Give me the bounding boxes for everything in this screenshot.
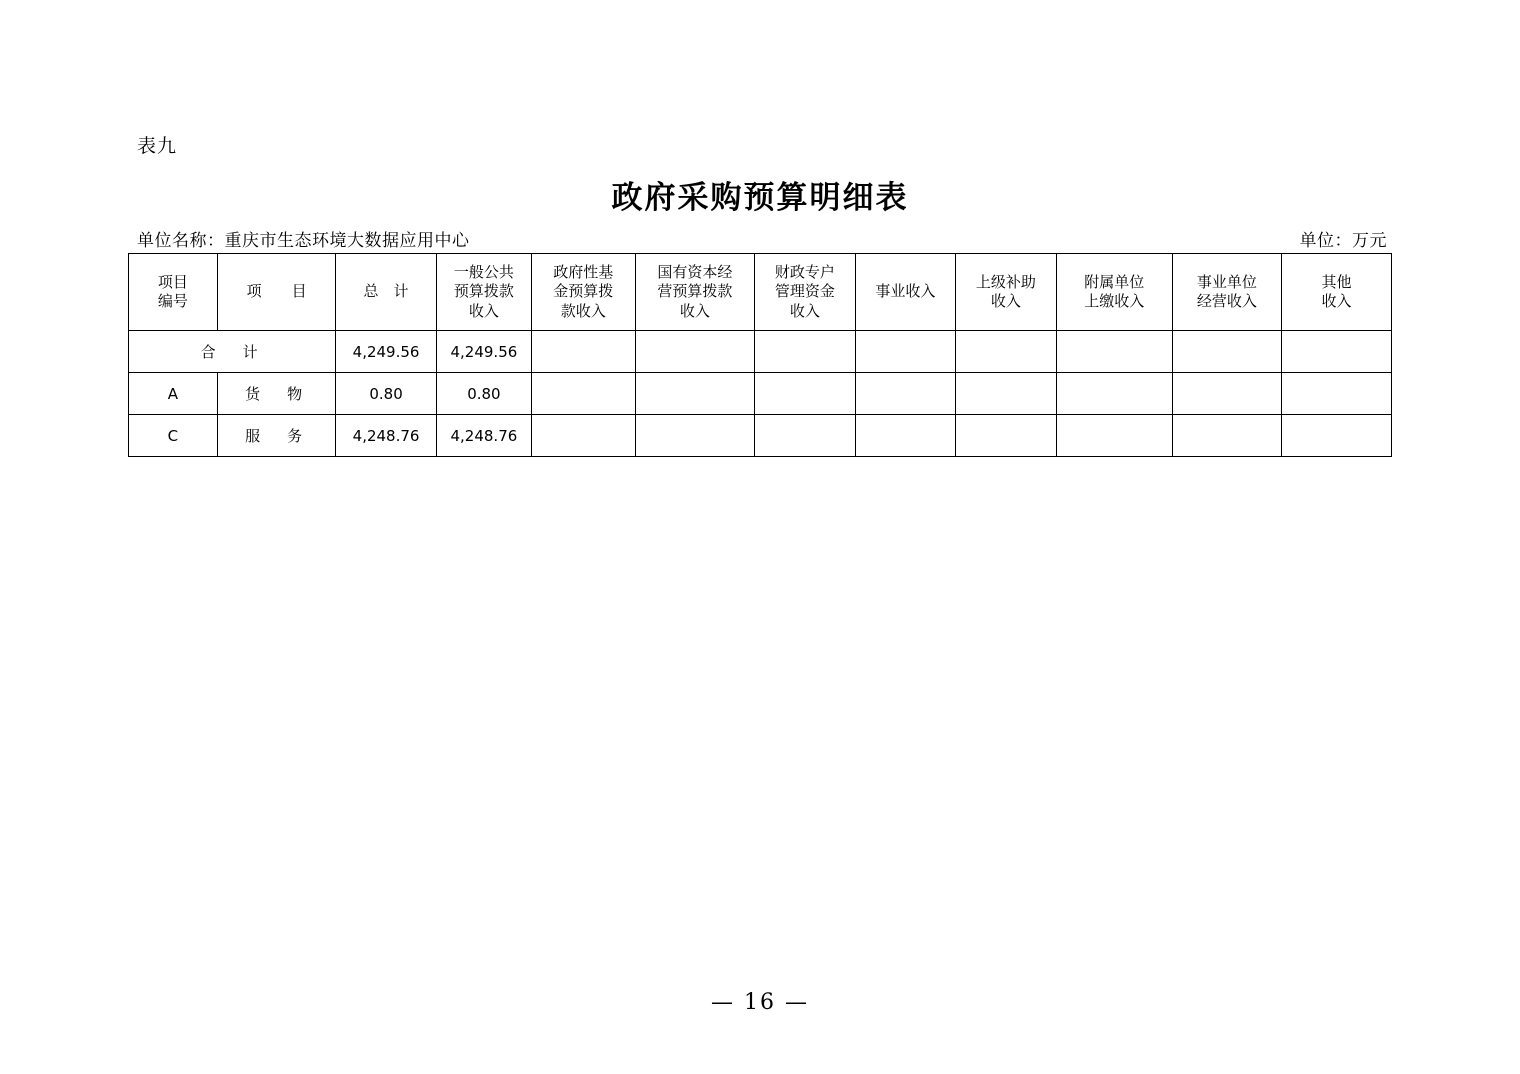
budget-table [128,253,1392,457]
table-row [129,415,1392,457]
unit-measure: 单位：万元 [1299,231,1387,251]
cell-business-unit-operating [1172,415,1281,457]
cell-fiscal-special-account [755,331,855,373]
cell-state-capital-budget [635,373,755,415]
cell-item-code: C [129,415,218,457]
column-header-other-income: 其他 收入 [1281,254,1391,331]
unit-name-value: 重庆市生态环境大数据应用中心 [224,231,470,251]
cell-other-income [1281,373,1391,415]
cell-total: 4,248.76 [336,415,436,457]
cell-gov-fund-budget [531,373,635,415]
cell-business-unit-operating [1172,331,1281,373]
cell-fiscal-special-account [755,373,855,415]
column-header-business-income: 事业收入 [855,254,955,331]
cell-item-name: 服 务 [217,415,335,457]
column-header-business-unit-operating: 事业单位 经营收入 [1172,254,1281,331]
column-header-superior-subsidy: 上级补助 收入 [956,254,1056,331]
column-header-affiliated-unit-payment: 附属单位 上缴收入 [1056,254,1172,331]
cell-business-income [855,331,955,373]
column-header-general-public-budget: 一般公共 预算拨款 收入 [436,254,531,331]
page-number: — 16 — [711,990,809,1015]
cell-superior-subsidy [956,415,1056,457]
table-row [129,331,1392,373]
table-header-row [129,254,1392,331]
column-header-item-code: 项目 编号 [129,254,218,331]
cell-state-capital-budget [635,331,755,373]
unit-name-label: 单位名称： [137,231,225,251]
cell-affiliated-unit-payment [1056,331,1172,373]
cell-item-name: 货 物 [217,373,335,415]
cell-other-income [1281,331,1391,373]
cell-general-public-budget: 4,248.76 [436,415,531,457]
table-label: 表九 [137,135,178,157]
cell-superior-subsidy [956,373,1056,415]
cell-fiscal-special-account [755,415,855,457]
cell-business-income [855,415,955,457]
cell-general-public-budget: 4,249.56 [436,331,531,373]
cell-gov-fund-budget [531,331,635,373]
cell-total: 0.80 [336,373,436,415]
unit-name [137,226,470,251]
cell-affiliated-unit-payment [1056,415,1172,457]
cell-item-code: A [129,373,218,415]
column-header-item-name: 项 目 [217,254,335,331]
cell-affiliated-unit-payment [1056,373,1172,415]
column-header-total: 总 计 [336,254,436,331]
column-header-state-capital-budget: 国有资本经 营预算拨款 收入 [635,254,755,331]
cell-gov-fund-budget [531,415,635,457]
cell-general-public-budget: 0.80 [436,373,531,415]
table-row [129,373,1392,415]
cell-business-income [855,373,955,415]
cell-total: 4,249.56 [336,331,436,373]
cell-other-income [1281,415,1391,457]
page-title: 政府采购预算明细表 [611,180,909,216]
column-header-gov-fund-budget: 政府性基 金预算拨 款收入 [531,254,635,331]
cell-superior-subsidy [956,331,1056,373]
row-label-total: 合 计 [129,331,336,373]
cell-business-unit-operating [1172,373,1281,415]
column-header-fiscal-special-account: 财政专户 管理资金 收入 [755,254,855,331]
cell-state-capital-budget [635,415,755,457]
